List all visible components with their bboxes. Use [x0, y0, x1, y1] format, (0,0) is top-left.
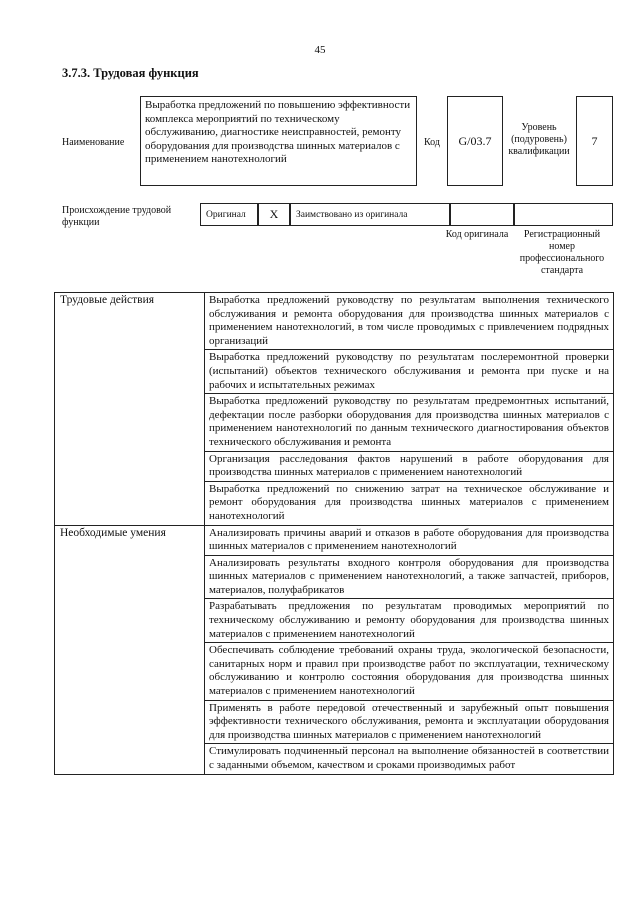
- section-title: 3.7.3. Трудовая функция: [62, 66, 199, 80]
- qualification-level-box: 7: [576, 96, 613, 186]
- function-name-box: Выработка предложений по повышению эффективности комплекса мероприятий по техническому обслуживанию, диагностике неисправностей, ремонту оборудования для производства шинных материалов с применением нанотехнологий: [140, 96, 417, 186]
- original-code-box: [450, 203, 514, 226]
- skill-item: Разрабатывать предложения по результатам проводимых мероприятий по техническому обслуживанию и ремонту оборудования для производства шинных материалов с применением нанотехнологий: [205, 599, 614, 643]
- skill-item: Применять в работе передовой отечественный и зарубежный опыт повышения эффективности технического обслуживания, ремонта и эксплуатации оборудования для производства шинных материалов с применением нанотехнологий: [205, 700, 614, 744]
- table-row: [55, 525, 614, 555]
- action-item: Выработка предложений руководству по результатам послеремонтной проверки (испытаний) объектов технического обслуживания и ремонта при пуске и на рабочих и испытательных режимах: [205, 350, 614, 394]
- action-item: Выработка предложений руководству по результатам выполнения технического обслуживания и ремонта оборудования для производства шинных материалов с применением нанотехнологий, в том числе проводимых с привлечением подрядных организаций: [205, 293, 614, 350]
- action-item: Выработка предложений руководству по результатам предремонтных испытаний, дефектации после разборки оборудования для производства шинных материалов с применением нанотехнологий по данным технического диагностирования объектов технического обслуживания и ремонта: [205, 394, 614, 451]
- level-label: Уровень (подуровень) квалификации: [508, 122, 570, 157]
- borrowed-label: Заимствовано из оригинала: [290, 203, 450, 226]
- origin-row: [200, 203, 450, 226]
- action-item: Выработка предложений по снижению затрат на техническое обслуживание и ремонт оборудования для производства шинных материалов с применением нанотехнологий: [205, 481, 614, 525]
- section-heading-skills: Необходимые умения: [55, 525, 205, 774]
- skill-item: Анализировать причины аварий и отказов в работе оборудования для производства шинных материалов с применением нанотехнологий: [205, 525, 614, 555]
- reg-number-label: Регистрационный номер профессионального стандарта: [519, 229, 605, 276]
- code-original-label: Код оригинала: [445, 229, 509, 240]
- name-label: Наименование: [62, 137, 125, 148]
- code-label: Код: [424, 137, 440, 148]
- original-mark: X: [258, 203, 290, 226]
- original-label: Оригинал: [200, 203, 258, 226]
- section-heading-actions: Трудовые действия: [55, 293, 205, 526]
- function-code-box: G/03.7: [447, 96, 503, 186]
- skill-item: Обеспечивать соблюдение требований охраны труда, экологической безопасности, санитарных норм и правил при производстве работ по эксплуатации, техническому обслуживанию и контролю состояния оборудования для производства шинных материалов с применением нанотехнологий: [205, 643, 614, 700]
- skill-item: Анализировать результаты входного контроля оборудования для производства шинных материалов с применением нанотехнологий, а также запчастей, приборов, материалов, полуфабрикатов: [205, 555, 614, 599]
- page-number: 45: [314, 44, 326, 56]
- reg-number-box: [514, 203, 613, 226]
- function-table: [54, 292, 614, 775]
- skill-item: Стимулировать подчиненный персонал на выполнение обязанностей в соответствии с заданными объемом, качеством и сроками производимых работ: [205, 744, 614, 774]
- table-row: [55, 293, 614, 350]
- action-item: Организация расследования фактов нарушений в работе оборудования для производства шинных материалов с применением нанотехнологий: [205, 451, 614, 481]
- origin-label: Происхождение трудовой функции: [62, 205, 172, 228]
